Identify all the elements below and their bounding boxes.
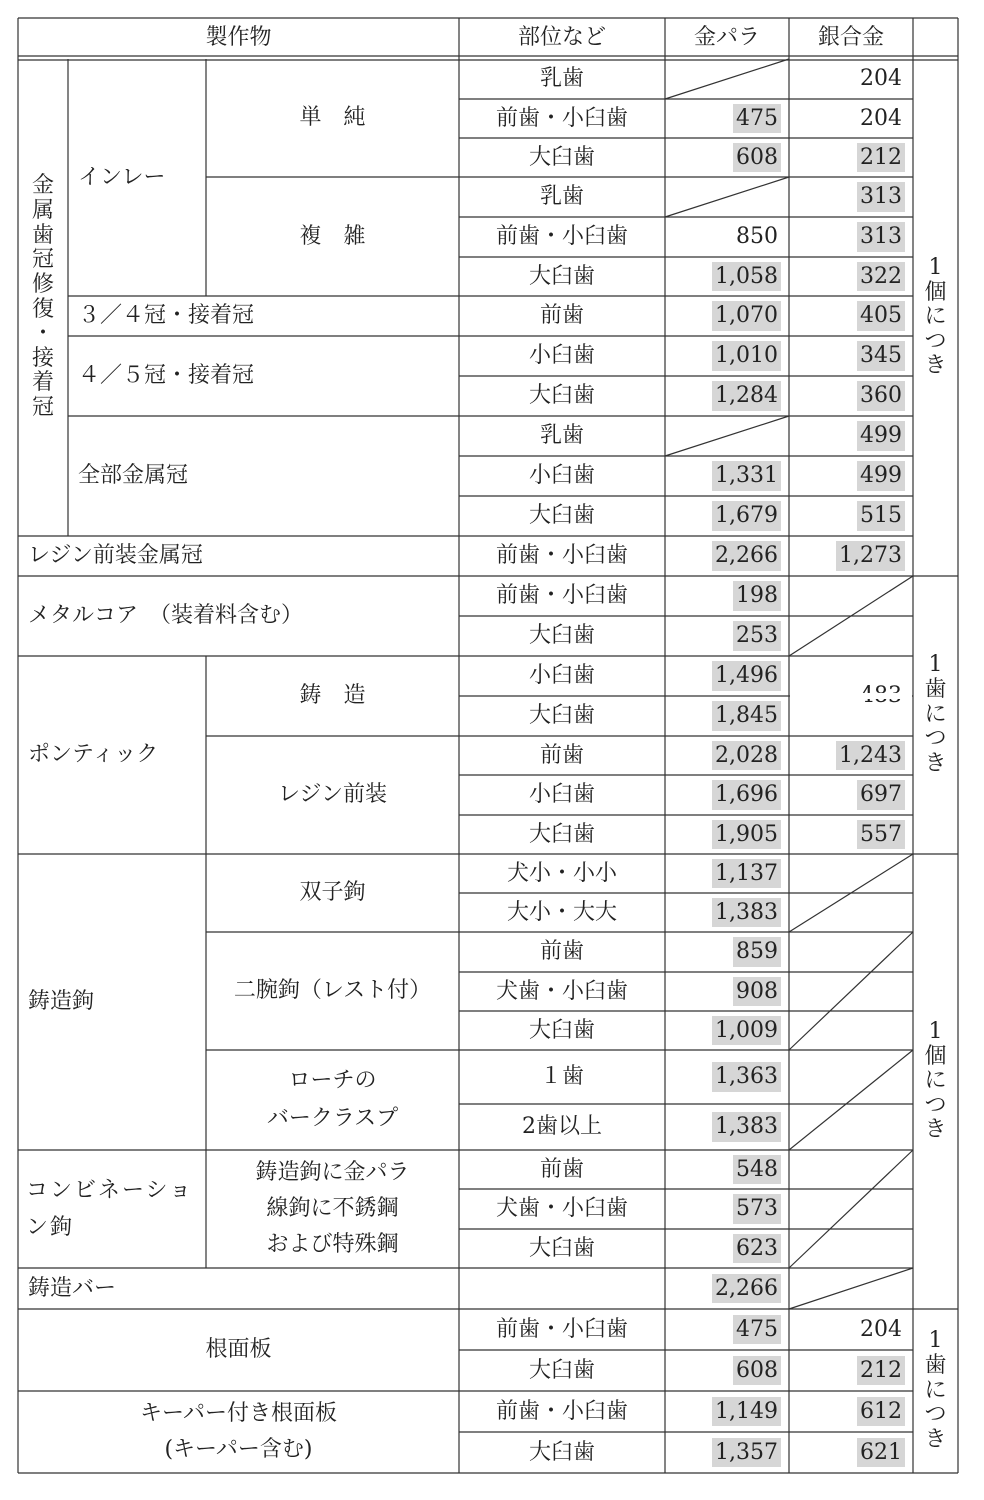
silver-price-value: 313	[857, 222, 905, 252]
vertical-char: つ	[924, 1092, 947, 1118]
gold-price-value: 1,383	[712, 1112, 781, 1142]
silver-price-value: 621	[857, 1438, 905, 1468]
gold-price-value: 1,696	[712, 780, 781, 810]
gold-price-value: 1,905	[712, 820, 781, 850]
three-quarter-crown-label: ３／４冠・接着冠	[78, 303, 255, 329]
silver-price-value: 612	[857, 1397, 905, 1427]
vertical-char: 1	[928, 652, 943, 678]
gold-price-value: 1,357	[712, 1438, 781, 1468]
silver-price-value: 499	[857, 421, 905, 451]
vertical-char: に	[924, 1377, 947, 1403]
vertical-char: 着	[31, 370, 54, 396]
site-cell: 乳歯	[539, 423, 584, 449]
gold-price-value: 548	[733, 1155, 781, 1185]
gold-price-value: 1,149	[712, 1397, 781, 1427]
silver-price-value: 360	[857, 381, 905, 411]
site-cell: 2歯以上	[522, 1114, 602, 1140]
silver-price-value: 204	[860, 1316, 902, 1342]
silver-price-value: 499	[857, 461, 905, 491]
site-cell: 小臼歯	[528, 663, 595, 689]
four-fifth-crown-label: ４／５冠・接着冠	[78, 363, 255, 389]
gold-price-value: 608	[733, 143, 781, 173]
empty-cell-slash	[665, 177, 789, 217]
vertical-char: 冠	[31, 247, 54, 273]
twin-clasp-label: 双子鉤	[299, 880, 366, 906]
silver-price-value: 1,243	[836, 741, 905, 771]
site-cell: 前歯	[539, 1156, 584, 1182]
site-cell: 小臼歯	[528, 343, 595, 369]
merged-cell-mask	[790, 693, 912, 699]
site-cell: 犬歯・小臼歯	[495, 1196, 628, 1222]
vertical-char: 1	[928, 254, 943, 280]
two-arm-clasp-label: 二腕鉤（レスト付）	[233, 978, 432, 1004]
vertical-char: つ	[924, 726, 947, 752]
empty-cell-slash	[665, 59, 789, 99]
vertical-char: 1	[928, 1018, 943, 1044]
vertical-char: に	[924, 701, 947, 727]
roach-line-1: ローチの	[288, 1068, 377, 1094]
site-cell: 前歯・小臼歯	[495, 224, 628, 250]
gold-price-value: 573	[733, 1194, 781, 1224]
vertical-char: き	[924, 353, 947, 379]
site-cell: 大臼歯	[528, 144, 595, 170]
vertical-char: 接	[31, 345, 54, 371]
site-cell: 大臼歯	[528, 623, 595, 649]
site-cell: 大臼歯	[528, 1235, 595, 1261]
site-cell: 前歯・小臼歯	[495, 583, 628, 609]
root-plate-label: 根面板	[205, 1337, 272, 1363]
header-product: 製作物	[205, 25, 272, 51]
pontic-label: ポンティック	[28, 742, 159, 768]
inlay-simple-label: 単 純	[299, 105, 366, 131]
site-cell: １歯	[539, 1064, 584, 1090]
vertical-char: つ	[924, 1402, 947, 1428]
empty-cell-slash	[665, 416, 789, 456]
comb-desc-line-2: 線鉤に不銹鋼	[266, 1196, 399, 1222]
vertical-char: 1	[928, 1328, 943, 1354]
comb-desc-line-3: および特殊鋼	[266, 1231, 399, 1257]
silver-price-value: 212	[857, 1356, 905, 1386]
site-cell: 前歯・小臼歯	[495, 105, 628, 131]
gold-price-value: 2,028	[712, 741, 781, 771]
gold-price-value: 1,679	[712, 501, 781, 531]
metal-core-label: メタルコア （装着料含む）	[28, 603, 304, 629]
silver-price-value: 345	[857, 341, 905, 371]
vertical-char: に	[924, 1068, 947, 1094]
vertical-char: ・	[31, 321, 54, 347]
gold-price-value: 1,496	[712, 661, 781, 691]
gold-price-value: 908	[733, 977, 781, 1007]
site-cell: 乳歯	[539, 184, 584, 210]
gold-price-value: 198	[733, 581, 781, 611]
gold-price-value: 850	[736, 224, 778, 250]
site-cell: 大小・大大	[506, 899, 617, 925]
site-cell: 前歯・小臼歯	[495, 543, 628, 569]
site-cell: 大臼歯	[528, 1357, 595, 1383]
empty-cell-slash	[789, 932, 913, 1050]
vertical-char: 歯	[31, 222, 54, 248]
site-cell: 大臼歯	[528, 1439, 595, 1465]
silver-price-value: 204	[860, 66, 902, 92]
gold-price-value: 859	[733, 937, 781, 967]
vertical-char: つ	[924, 328, 947, 354]
silver-price-value: 515	[857, 501, 905, 531]
vertical-char: 復	[31, 296, 54, 322]
keeper-line-1: キーパー付き根面板	[140, 1401, 337, 1427]
pontic-cast-label: 鋳 造	[299, 683, 366, 709]
resin-facing-crown-label: レジン前装金属冠	[28, 543, 203, 569]
silver-price-value: 1,273	[836, 541, 905, 571]
vertical-char: き	[924, 750, 947, 776]
silver-price-value: 322	[857, 262, 905, 292]
site-cell: 大臼歯	[528, 703, 595, 729]
header-gold: 金パラ	[693, 25, 760, 51]
comb-desc-line-1: 鋳造鉤に金パラ	[255, 1160, 410, 1186]
silver-price-value: 405	[857, 301, 905, 331]
vertical-char: き	[924, 1426, 947, 1452]
vertical-char: 修	[31, 271, 54, 297]
header-site: 部位など	[517, 25, 606, 51]
site-cell: 小臼歯	[528, 782, 595, 808]
gold-price-value: 1,010	[712, 341, 781, 371]
site-cell: 大臼歯	[528, 263, 595, 289]
roach-line-2: バークラスプ	[266, 1106, 399, 1131]
inlay-complex-label: 複 雑	[299, 223, 366, 249]
gold-price-value: 1,383	[712, 898, 781, 928]
cast-bar-label: 鋳造バー	[28, 1275, 117, 1301]
site-cell: 乳歯	[539, 66, 584, 92]
header-silver: 銀合金	[817, 25, 884, 51]
gold-price-value: 1,284	[712, 381, 781, 411]
site-cell: 小臼歯	[528, 463, 595, 489]
gold-price-value: 2,266	[712, 541, 781, 571]
site-cell: 大臼歯	[528, 503, 595, 529]
site-cell: 大臼歯	[528, 821, 595, 847]
gold-price-value: 253	[733, 621, 781, 651]
silver-price-value: 557	[857, 820, 905, 850]
vertical-char: 個	[924, 1043, 947, 1069]
site-cell: 前歯・小臼歯	[495, 1316, 628, 1342]
inlay-label: インレー	[78, 164, 166, 190]
combination-clasp-label: コンビネーション鉤	[26, 1177, 194, 1240]
gold-price-value: 1,137	[712, 859, 781, 889]
gold-price-value: 1,009	[712, 1016, 781, 1046]
silver-price-value: 313	[857, 182, 905, 212]
keeper-line-2: (キーパー含む)	[164, 1437, 313, 1462]
vertical-char: き	[924, 1117, 947, 1143]
pontic-resin-facing-label: レジン前装	[278, 782, 387, 808]
site-cell: 前歯・小臼歯	[495, 1398, 628, 1424]
gold-price-value: 1,845	[712, 701, 781, 731]
gold-price-value: 1,363	[712, 1062, 781, 1092]
empty-cell-slash	[789, 1268, 913, 1309]
silver-price-value: 204	[860, 105, 902, 131]
vertical-char: に	[924, 304, 947, 330]
gold-price-value: 475	[733, 104, 781, 134]
gold-price-value: 1,070	[712, 301, 781, 331]
site-cell: 大臼歯	[528, 1017, 595, 1043]
vertical-char: 金	[31, 173, 54, 199]
site-cell: 犬歯・小臼歯	[495, 978, 628, 1004]
vertical-char: 属	[31, 198, 54, 223]
vertical-char: 歯	[924, 677, 947, 703]
site-cell: 大臼歯	[528, 383, 595, 409]
silver-price-value: 212	[857, 143, 905, 173]
site-cell: 犬小・小小	[506, 860, 617, 886]
vertical-char: 歯	[924, 1353, 947, 1379]
gold-price-value: 2,266	[712, 1274, 781, 1304]
gold-price-value: 475	[733, 1315, 781, 1345]
site-cell: 前歯	[539, 939, 584, 965]
vertical-char: 個	[924, 279, 947, 305]
vertical-char: 冠	[31, 395, 54, 420]
silver-price-value: 697	[857, 780, 905, 810]
full-metal-crown-label: 全部金属冠	[78, 463, 189, 489]
gold-price-value: 608	[733, 1356, 781, 1386]
empty-cell-slash	[789, 1150, 913, 1268]
site-cell: 前歯	[539, 303, 584, 329]
gold-price-value: 1,331	[712, 461, 781, 491]
site-cell: 前歯	[539, 742, 584, 768]
gold-price-value: 623	[733, 1234, 781, 1264]
cast-clasp-label: 鋳造鉤	[28, 989, 95, 1015]
gold-price-value: 1,058	[712, 262, 781, 292]
empty-cell-slash	[789, 1050, 913, 1150]
